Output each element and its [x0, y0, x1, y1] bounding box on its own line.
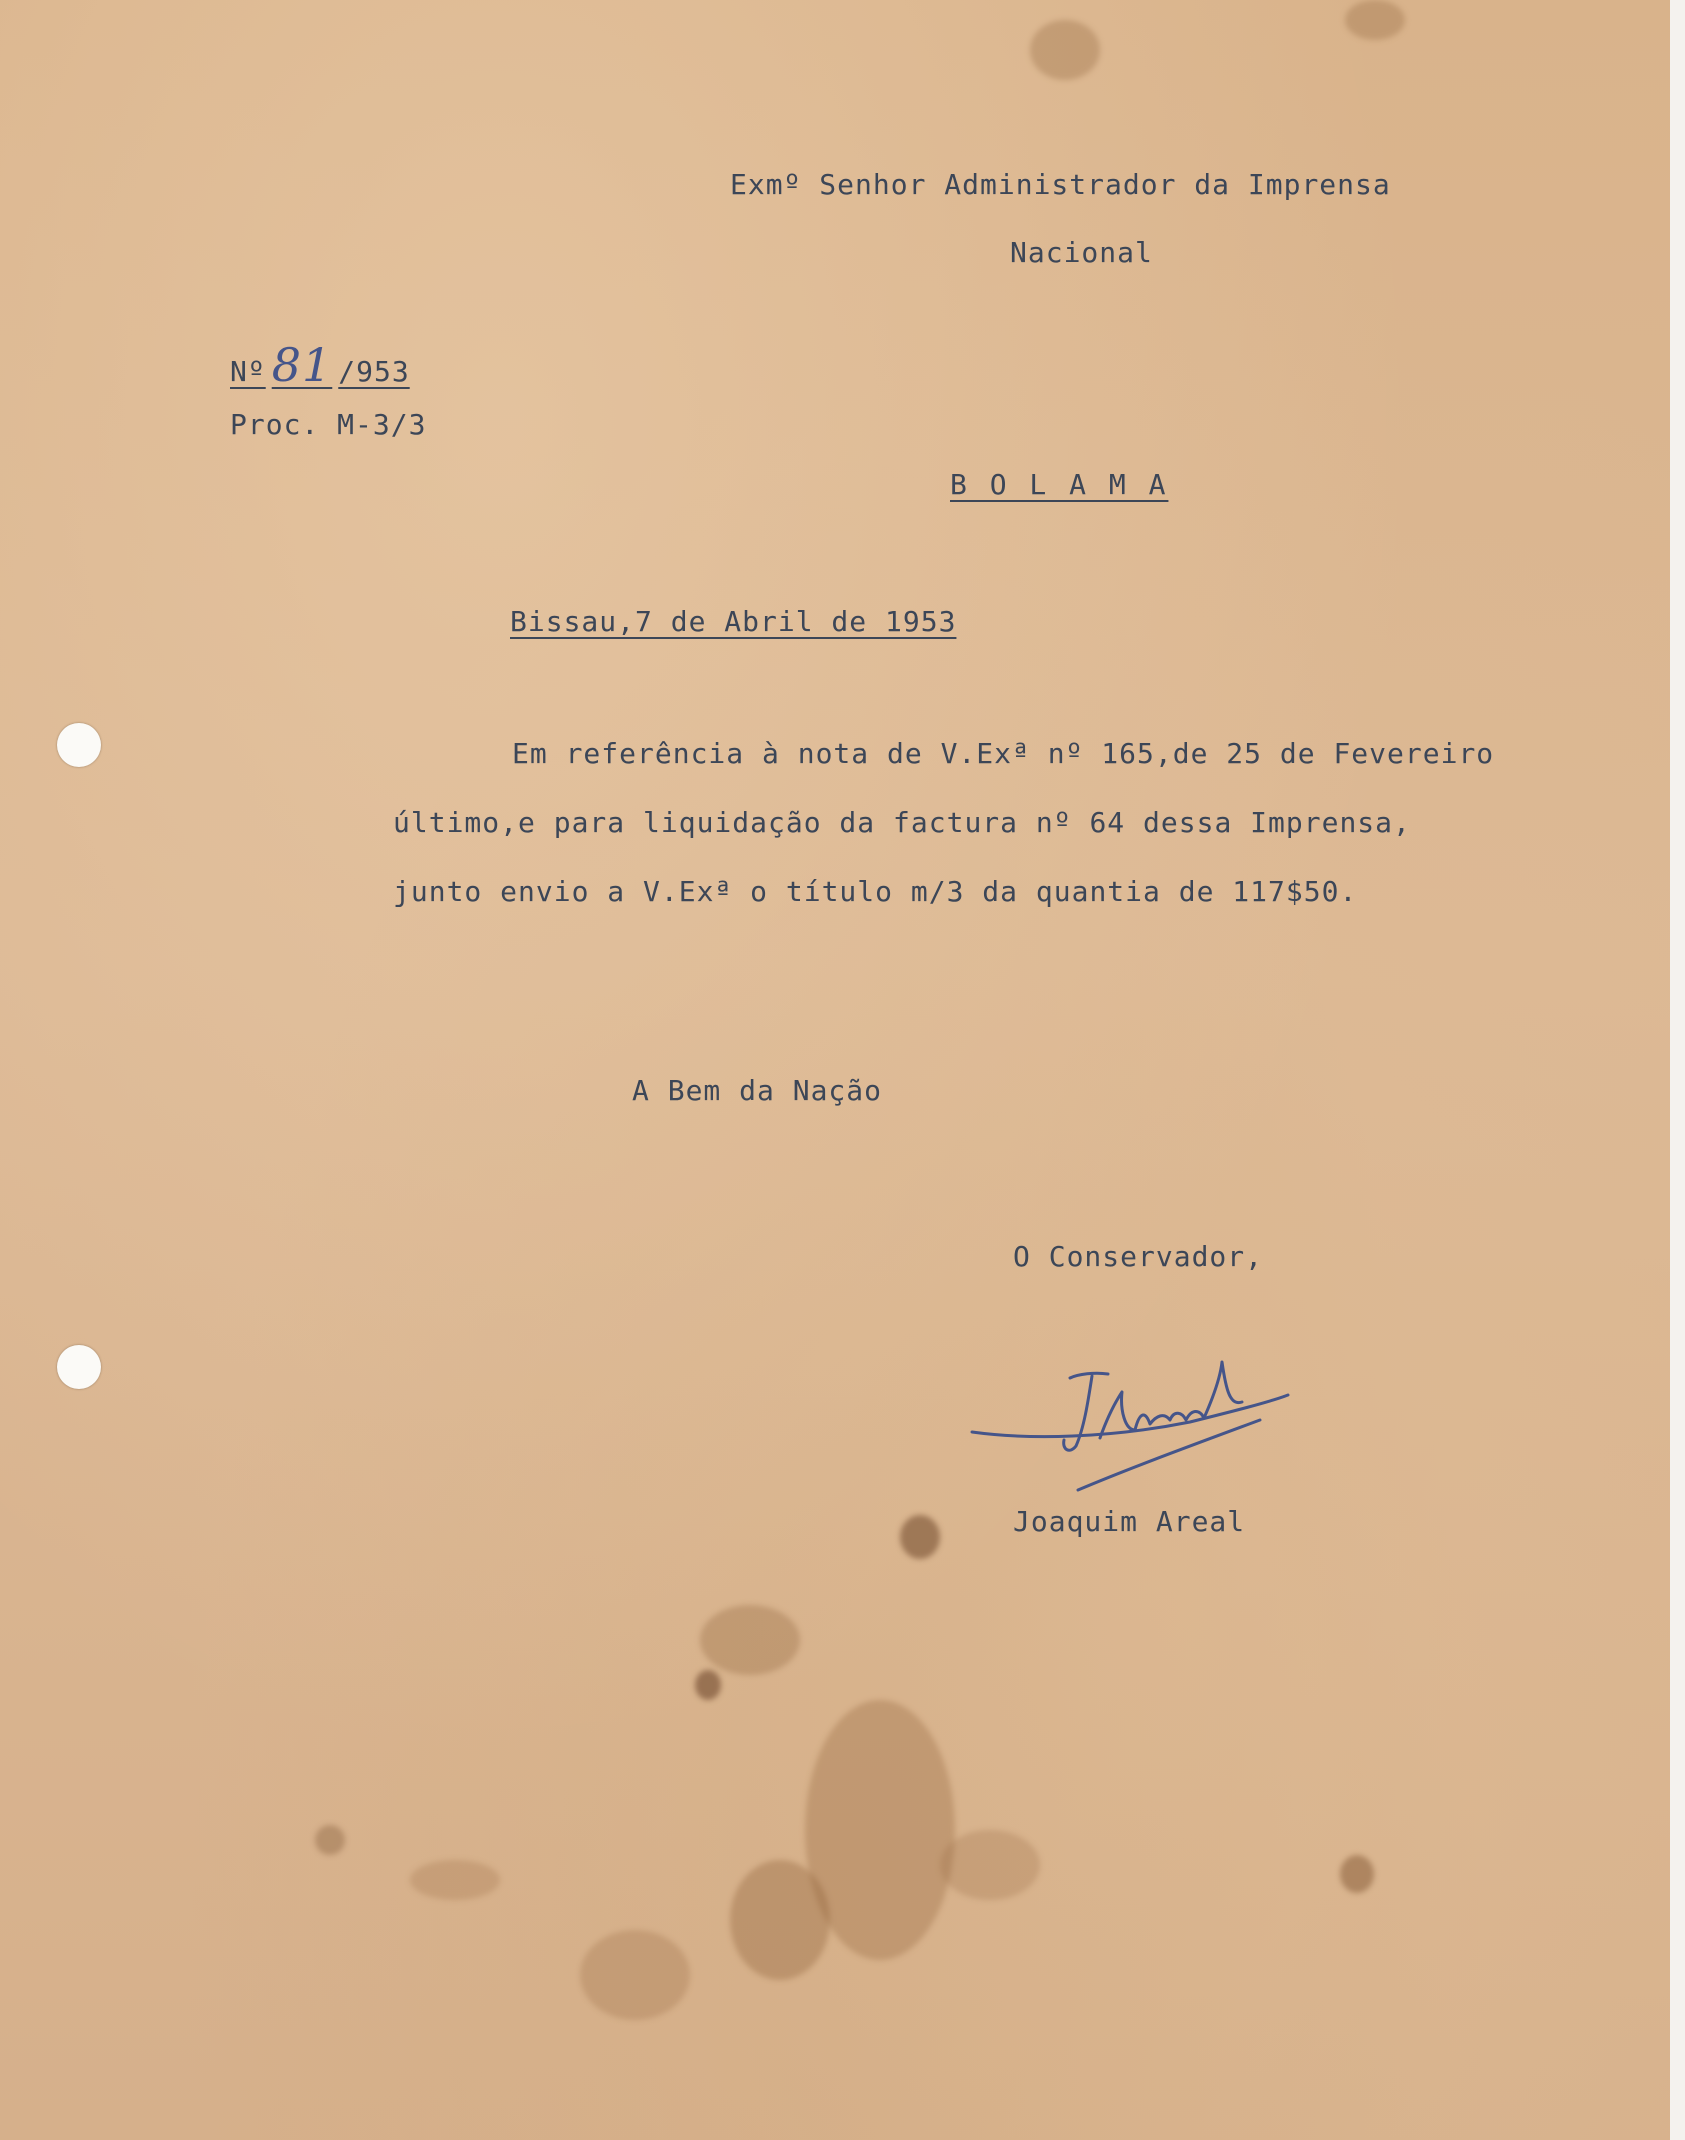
body-line-1: Em referência à nota de V.Exª nº 165,de 25 de Fevereiro [512, 737, 1495, 770]
reference-prefix: Nº [230, 355, 266, 388]
paper-stain [580, 1930, 690, 2020]
paper-stain [695, 1670, 721, 1700]
addressee-line-2: Nacional [1010, 236, 1153, 269]
paper-stain [900, 1515, 940, 1559]
paper-stain [700, 1605, 800, 1675]
body-line-3: junto envio a V.Exª o título m/3 da quantia de 117$50. [393, 875, 1358, 908]
reference-number [230, 338, 410, 392]
destination-city: B O L A M A [950, 468, 1169, 501]
punch-hole [57, 1345, 101, 1389]
addressee-line-1: Exmº Senhor Administrador da Imprensa [730, 168, 1391, 201]
paper-stain [730, 1860, 830, 1980]
paper-stain [940, 1830, 1040, 1900]
signatory-name: Joaquim Areal [1013, 1505, 1246, 1538]
paper-stain [1030, 20, 1100, 80]
handwritten-signature [960, 1350, 1300, 1500]
place-and-date: Bissau,7 de Abril de 1953 [510, 605, 957, 638]
punch-hole [57, 723, 101, 767]
paper-stain [410, 1860, 500, 1900]
handwritten-reference-number: 81 [271, 338, 333, 392]
paper-stain [1345, 0, 1405, 40]
paper-stain [1340, 1855, 1374, 1893]
process-number: Proc. M-3/3 [230, 408, 427, 441]
reference-year: /953 [338, 355, 410, 388]
page-edge-background [1670, 0, 1685, 2140]
paper-stain [315, 1825, 345, 1855]
body-line-2: último,e para liquidação da factura nº 64 dessa Imprensa, [393, 806, 1411, 839]
closing-salutation: A Bem da Nação [632, 1074, 883, 1107]
signatory-title: O Conservador, [1013, 1240, 1264, 1273]
